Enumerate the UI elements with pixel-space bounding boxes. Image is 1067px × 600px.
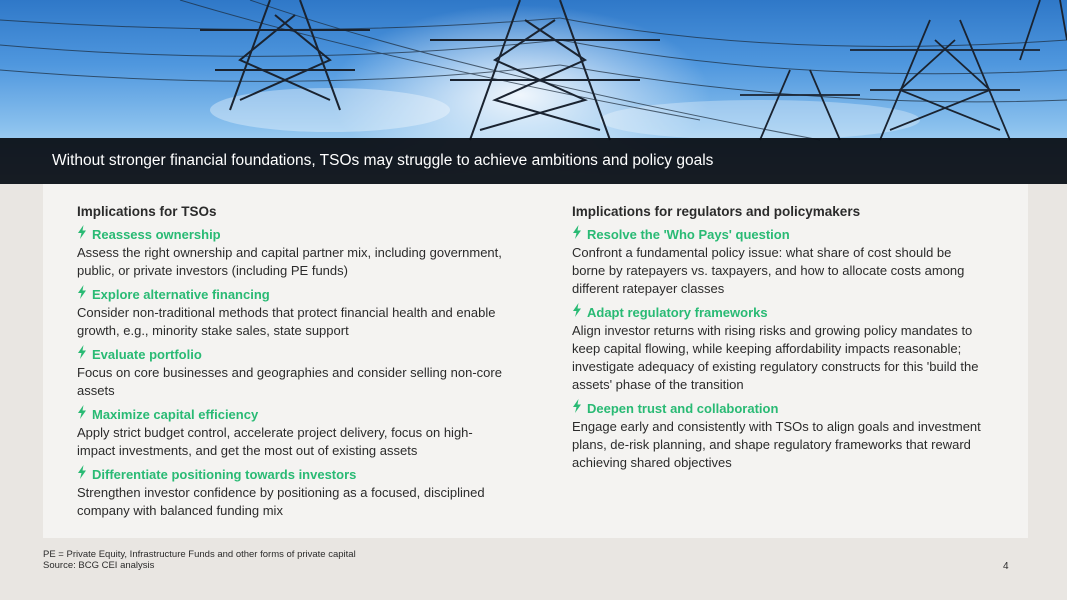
column-title: Implications for TSOs [77, 204, 217, 219]
item-title: Maximize capital efficiency [92, 407, 259, 422]
list-item [572, 225, 982, 298]
lightning-bolt-icon [77, 225, 92, 244]
tso-implications-column [77, 202, 507, 525]
item-description: Engage early and consistently with TSOs to align goals and investment plans, de-risk planning, and shape regulatory frameworks that reward achieving shared objectives [572, 419, 981, 470]
item-description: Assess the right ownership and capital partner mix, including government, public, or private investors (including PE funds) [77, 245, 502, 278]
item-title: Reassess ownership [92, 227, 221, 242]
content-card [43, 184, 1028, 538]
list-item [77, 405, 507, 460]
item-header [77, 225, 507, 244]
footnote-source: Source: BCG CEI analysis [43, 560, 155, 571]
list-item [77, 465, 507, 520]
lightning-bolt-icon [572, 303, 587, 322]
list-item [77, 285, 507, 340]
list-item [572, 399, 982, 472]
item-title: Deepen trust and collaboration [587, 401, 779, 416]
item-description: Confront a fundamental policy issue: what share of cost should be borne by ratepayers vs. taxpayers, and how to allocate costs among different ratepayer classes [572, 245, 965, 296]
list-item [572, 303, 982, 394]
page-number: 4 [1003, 561, 1009, 572]
lightning-bolt-icon [572, 225, 587, 244]
footnote-definition: PE = Private Equity, Infrastructure Funds and other forms of private capital [43, 549, 356, 560]
item-title: Resolve the 'Who Pays' question [587, 227, 790, 242]
list-item [77, 345, 507, 400]
headline-banner [0, 138, 1067, 184]
item-header [572, 303, 982, 322]
item-title: Adapt regulatory frameworks [587, 305, 768, 320]
headline-text: Without stronger financial foundations, TSOs may struggle to achieve ambitions and policy goals [52, 152, 714, 169]
lightning-bolt-icon [77, 405, 92, 424]
lightning-bolt-icon [572, 399, 587, 418]
regulator-implications-column [572, 202, 982, 477]
lightning-bolt-icon [77, 465, 92, 484]
item-description: Apply strict budget control, accelerate project delivery, focus on high-impact investments, and get the most out of existing assets [77, 425, 473, 458]
item-description: Align investor returns with rising risks and growing policy mandates to keep capital flowing, while keeping affordability impacts reasonable; investigate adequacy of existing regulatory constructs for this 'build the assets' phase of the transition [572, 323, 979, 392]
column-title: Implications for regulators and policymakers [572, 204, 861, 219]
lightning-bolt-icon [77, 285, 92, 304]
lightning-bolt-icon [77, 345, 92, 364]
item-title: Explore alternative financing [92, 287, 270, 302]
item-header [572, 225, 982, 244]
item-header [572, 399, 982, 418]
list-item [77, 225, 507, 280]
item-header [77, 285, 507, 304]
item-description: Strengthen investor confidence by positioning as a focused, disciplined company with balanced funding mix [77, 485, 485, 518]
item-header [77, 405, 507, 424]
item-title: Differentiate positioning towards investors [92, 467, 357, 482]
item-title: Evaluate portfolio [92, 347, 202, 362]
item-header [77, 345, 507, 364]
item-description: Focus on core businesses and geographies and consider selling non-core assets [77, 365, 502, 398]
item-header [77, 465, 507, 484]
item-description: Consider non-traditional methods that protect financial health and enable growth, e.g., minority stake sales, state support [77, 305, 496, 338]
footnote [43, 549, 356, 571]
